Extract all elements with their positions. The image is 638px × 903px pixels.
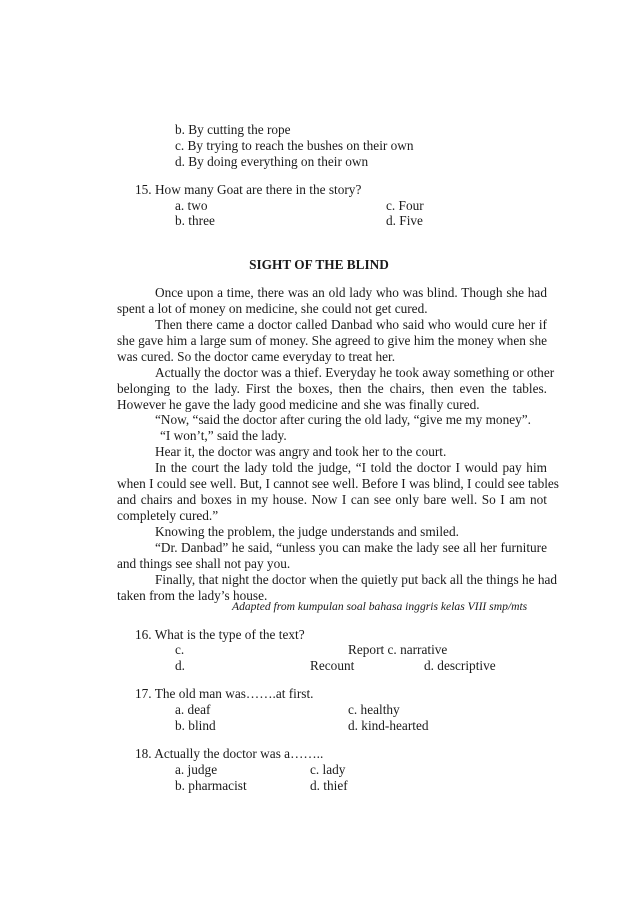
q17-option-c: c. healthy <box>348 702 400 717</box>
q18-question: 18. Actually the doctor was a…….. <box>135 746 324 761</box>
q16-option-recount: Recount <box>310 658 355 673</box>
q17-option-d: d. kind-hearted <box>348 718 429 733</box>
q15-option-b: b. three <box>175 213 215 228</box>
story-line: Knowing the problem, the judge understands and smiled. <box>155 524 459 539</box>
q16-option-descriptive: d. descriptive <box>424 658 496 673</box>
story-line: belonging to the lady. First the boxes, then the chairs, then even the tables. <box>117 381 547 396</box>
q18-option-c: c. lady <box>310 762 346 777</box>
q18-option-b: b. pharmacist <box>175 778 247 793</box>
q18-option-a: a. judge <box>175 762 218 777</box>
story-line: Once upon a time, there was an old lady who was blind. Though she had <box>155 285 547 300</box>
story-line: Hear it, the doctor was angry and took her to the court. <box>155 444 447 459</box>
q17-option-b: b. blind <box>175 718 216 733</box>
q15-option-a: a. two <box>175 198 208 213</box>
q14-option-b: b. By cutting the rope <box>175 122 291 137</box>
story-line: In the court the lady told the judge, “I told the doctor I would pay him <box>155 460 547 475</box>
q18-option-d: d. thief <box>310 778 348 793</box>
story-line: and chairs and boxes in my house. Now I can see only bare well. So I am not <box>117 492 547 507</box>
story-line: completely cured.” <box>117 508 219 523</box>
q16-option-d: d. <box>175 658 185 673</box>
story-line: she gave him a large sum of money. She agreed to give him the money when she <box>117 333 547 348</box>
story-line: taken from the lady’s house. <box>117 588 268 603</box>
story-source: Adapted from kumpulan soal bahasa inggris kelas VIII smp/mts <box>232 600 528 613</box>
q14-option-d: d. By doing everything on their own <box>175 154 369 169</box>
q15-question: 15. How many Goat are there in the story? <box>135 182 362 197</box>
q16-option-c: c. <box>175 642 185 657</box>
story-title: SIGHT OF THE BLIND <box>249 257 389 272</box>
story-line: was cured. So the doctor came everyday to treat her. <box>117 349 396 364</box>
story-line: spent a lot of money on medicine, she could not get cured. <box>117 301 428 316</box>
story-line: Then there came a doctor called Danbad who said who would cure her if <box>155 317 547 332</box>
story-line: “Dr. Danbad” he said, “unless you can make the lady see all her furniture <box>155 540 547 555</box>
q17-option-a: a. deaf <box>175 702 211 717</box>
story-line: and things see shall not pay you. <box>117 556 291 571</box>
story-line: when I could see well. But, I cannot see well. Before I was blind, I could see tables <box>117 476 559 491</box>
q16-option-report-narrative: Report c. narrative <box>348 642 448 657</box>
q16-question: 16. What is the type of the text? <box>135 627 305 642</box>
story-line: Actually the doctor was a thief. Everyday he took away something or other <box>155 365 555 380</box>
story-line: “I won’t,” said the lady. <box>160 428 287 443</box>
q17-question: 17. The old man was…….at first. <box>135 686 314 701</box>
q14-option-c: c. By trying to reach the bushes on their own <box>175 138 414 153</box>
story-line: However he gave the lady good medicine and she was finally cured. <box>117 397 480 412</box>
q15-option-d: d. Five <box>386 213 423 228</box>
story-line: “Now, “said the doctor after curing the old lady, “give me my money”. <box>155 412 532 427</box>
q15-option-c: c. Four <box>386 198 424 213</box>
story-line: Finally, that night the doctor when the quietly put back all the things he had <box>155 572 558 587</box>
